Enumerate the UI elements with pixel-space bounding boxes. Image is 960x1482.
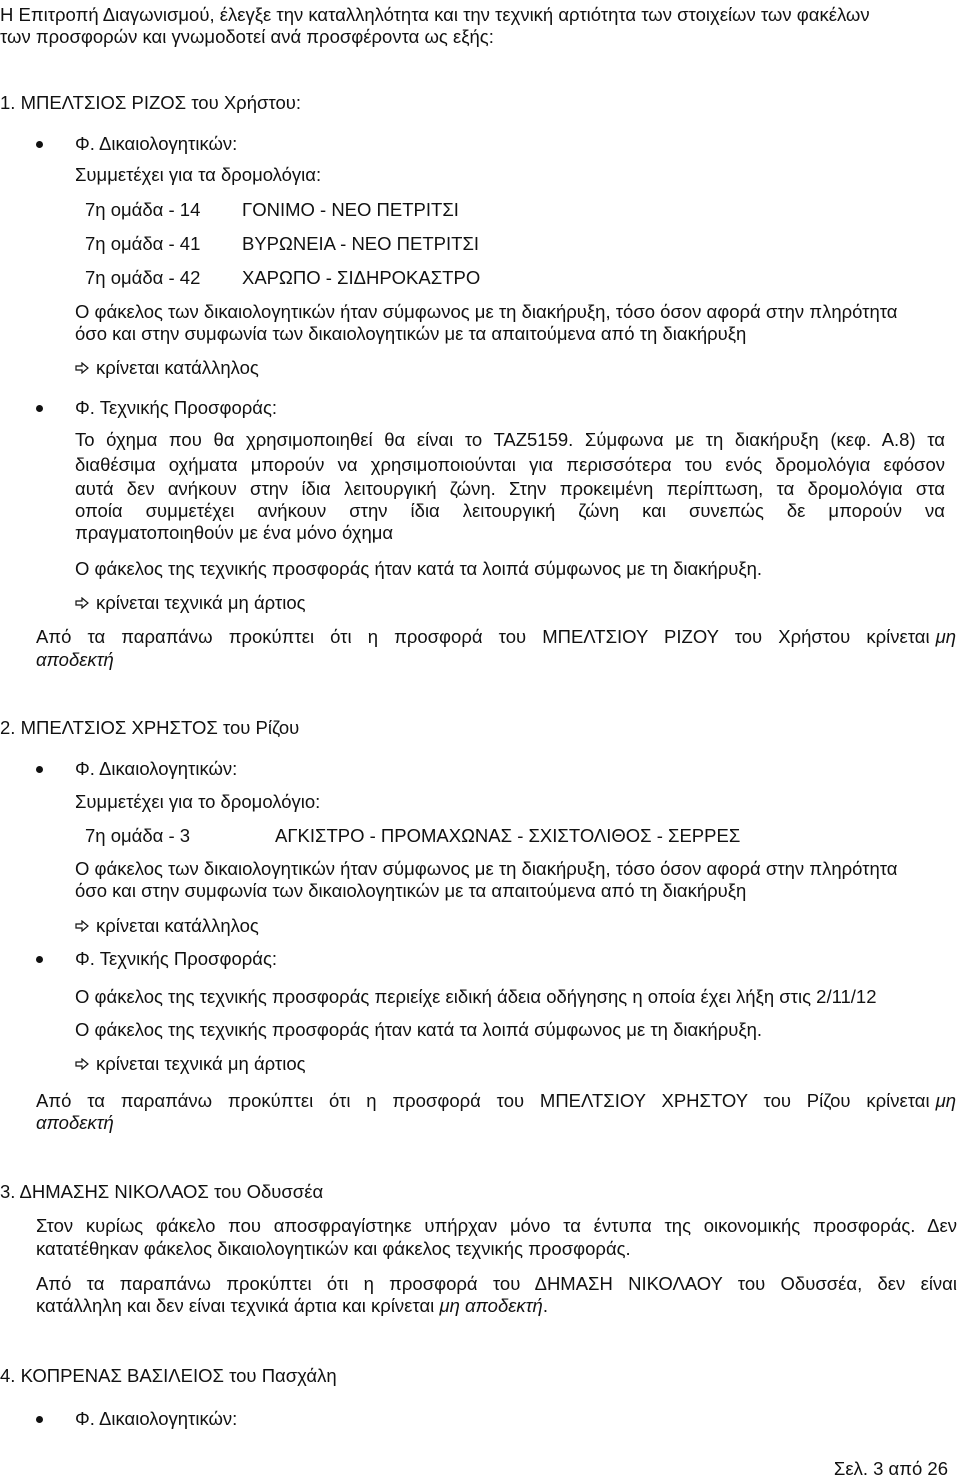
s2-conclusion-emphasis-2: αποδεκτή	[36, 1112, 114, 1133]
s2-route-name: ΑΓΚΙΣΤΡΟ - ΠΡΟΜΑΧΩΝΑΣ - ΣΧΙΣΤΟΛΙΘΟΣ - ΣΕΡΡΕΣ	[275, 825, 741, 846]
s2-route-group: 7η ομάδα - 3	[85, 825, 191, 846]
s1-conclusion-emphasis: μη	[935, 626, 956, 647]
bullet-icon	[36, 956, 43, 963]
s1-tech-line-1: Το όχημα που θα χρησιμοποιηθεί θα είναι το ΤΑΖ5159. Σύμφωνα με τη διακήρυξη (κεφ. Α.8) τα	[75, 429, 945, 450]
intro-line-1: Η Επιτροπή Διαγωνισμού, έλεγξε την καταλληλότητα και την τεχνική αρτιότητα των στοιχείων των φακέλων	[0, 4, 870, 25]
s2-docs-verdict: κρίνεται κατάλληλος	[96, 915, 259, 936]
s2-tech-verdict: κρίνεται τεχνικά μη άρτιος	[96, 1053, 306, 1074]
s2-docs-paragraph-line-2: όσο και στην συμφωνία των δικαιολογητικών με τα απαιτούμενα από τη διακήρυξη	[75, 880, 747, 901]
arrow-right-icon	[75, 1058, 89, 1070]
s1-conclusion-line-2	[36, 649, 114, 671]
bullet-icon	[36, 1416, 43, 1423]
s1-conclusion-emphasis-2: αποδεκτή	[36, 649, 114, 670]
section-1-heading: 1. ΜΠΕΛΤΣΙΟΣ ΡΙΖΟΣ του Χρήστου:	[0, 92, 302, 113]
s1-routes-intro: Συμμετέχει για τα δρομολόγια:	[75, 164, 322, 185]
s1-route-group: 7η ομάδα - 42	[85, 267, 201, 288]
s2-conclusion-emphasis: μη	[935, 1090, 956, 1111]
s3-paragraph-2-line-1: Από τα παραπάνω προκύπτει ότι η προσφορά του ΔΗΜΑΣΗ ΝΙΚΟΛΑΟΥ του Οδυσσέα, δεν είναι	[36, 1273, 957, 1294]
section-4-heading: 4. ΚΟΠΡΕΝΑΣ ΒΑΣΙΛΕΙΟΣ του Πασχάλη	[0, 1365, 337, 1386]
s1-route-name: ΒΥΡΩΝΕΙΑ - ΝΕΟ ΠΕΤΡΙΤΣΙ	[242, 233, 480, 254]
s3-paragraph-2-end: .	[542, 1295, 548, 1316]
s1-route-group: 7η ομάδα - 41	[85, 233, 201, 254]
s1-tech-label: Φ. Τεχνικής Προσφοράς:	[75, 397, 278, 418]
s2-tech-label: Φ. Τεχνικής Προσφοράς:	[75, 948, 278, 969]
s3-paragraph-2-line-2	[36, 1295, 548, 1317]
s1-tech-line-5: πραγματοποιηθούν με ένα μόνο όχημα	[75, 522, 394, 543]
s1-docs-paragraph-line-2: όσο και στην συμφωνία των δικαιολογητικών με τα απαιτούμενα από τη διακήρυξη	[75, 323, 747, 344]
s3-paragraph-2-emphasis: μη αποδεκτή	[439, 1295, 543, 1316]
s1-tech-paragraph-2: Ο φάκελος της τεχνικής προσφοράς ήταν κατά τα λοιπά σύμφωνος με τη διακήρυξη.	[75, 558, 763, 579]
s1-tech-verdict: κρίνεται τεχνικά μη άρτιος	[96, 592, 306, 613]
arrow-right-icon	[75, 362, 89, 374]
s1-conclusion-text: Από τα παραπάνω προκύπτει ότι η προσφορά του ΜΠΕΛΤΣΙΟΥ ΡΙΖΟΥ του Χρήστου κρίνεται	[36, 626, 930, 647]
bullet-icon	[36, 405, 43, 412]
s1-route-name: ΧΑΡΩΠΟ - ΣΙΔΗΡΟΚΑΣΤΡΟ	[242, 267, 481, 288]
s3-paragraph-1-line-2: κατατέθηκαν φάκελος δικαιολογητικών και φάκελος τεχνικής προσφοράς.	[36, 1238, 631, 1259]
s2-docs-paragraph-line-1: Ο φάκελος των δικαιολογητικών ήταν σύμφωνος με τη διακήρυξη, τόσο όσον αφορά στην πληρότητα	[75, 858, 898, 879]
s3-paragraph-1-line-1: Στον κυρίως φάκελο που αποσφραγίστηκε υπήρχαν μόνο τα έντυπα της οικονομικής προσφοράς. Δεν	[36, 1215, 957, 1236]
arrow-right-icon	[75, 597, 89, 609]
bullet-icon	[36, 766, 43, 773]
s4-docs-label: Φ. Δικαιολογητικών:	[75, 1408, 238, 1429]
section-3-heading: 3. ΔΗΜΑΣΗΣ ΝΙΚΟΛΑΟΣ του Οδυσσέα	[0, 1181, 324, 1202]
intro-line-2: των προσφορών και γνωμοδοτεί ανά προσφέροντα ως εξής:	[0, 26, 494, 47]
s2-routes-intro: Συμμετέχει για το δρομολόγιο:	[75, 791, 321, 812]
s1-conclusion-line-1	[36, 626, 956, 648]
s1-route-name: ΓΟΝΙΜΟ - ΝΕΟ ΠΕΤΡΙΤΣΙ	[242, 199, 459, 220]
s2-conclusion-text: Από τα παραπάνω προκύπτει ότι η προσφορά του ΜΠΕΛΤΣΙΟΥ ΧΡΗΣΤΟΥ του Ρίζου κρίνεται	[36, 1090, 930, 1111]
bullet-icon	[36, 141, 43, 148]
s1-docs-label: Φ. Δικαιολογητικών:	[75, 133, 238, 154]
arrow-right-icon	[75, 920, 89, 932]
s1-docs-paragraph-line-1: Ο φάκελος των δικαιολογητικών ήταν σύμφωνος με τη διακήρυξη, τόσο όσον αφορά στην πληρότητα	[75, 301, 898, 322]
s2-tech-paragraph-1: Ο φάκελος της τεχνικής προσφοράς περιείχε ειδική άδεια οδήγησης η οποία έχει λήξη στις 2/11/12	[75, 986, 877, 1007]
s1-docs-verdict: κρίνεται κατάλληλος	[96, 357, 259, 378]
s2-conclusion-line-2	[36, 1112, 114, 1134]
s2-tech-paragraph-2: Ο φάκελος της τεχνικής προσφοράς ήταν κατά τα λοιπά σύμφωνος με τη διακήρυξη.	[75, 1019, 763, 1040]
s1-tech-line-3: αυτά δεν ανήκουν στην ίδια λειτουργική ζώνη. Στην προκειμένη περίπτωση, τα δρομολόγια στα	[75, 478, 945, 499]
s2-conclusion-line-1	[36, 1090, 956, 1112]
page-number: Σελ. 3 από 26	[833, 1458, 948, 1479]
s1-route-group: 7η ομάδα - 14	[85, 199, 201, 220]
s3-paragraph-2-text: κατάλληλη και δεν είναι τεχνικά άρτια και κρίνεται	[36, 1295, 435, 1316]
s2-docs-label: Φ. Δικαιολογητικών:	[75, 758, 238, 779]
s1-tech-line-4: οποία συμμετέχει ανήκουν στην ίδια λειτουργική ζώνη και συνεπώς δε μπορούν να	[75, 500, 945, 521]
s1-tech-line-2: διαθέσιμα οχήματα μπορούν να χρησιμοποιούνται για περισσότερα του ενός δρομολόγια εφόσον	[75, 454, 945, 475]
section-2-heading: 2. ΜΠΕΛΤΣΙΟΣ ΧΡΗΣΤΟΣ του Ρίζου	[0, 717, 300, 738]
